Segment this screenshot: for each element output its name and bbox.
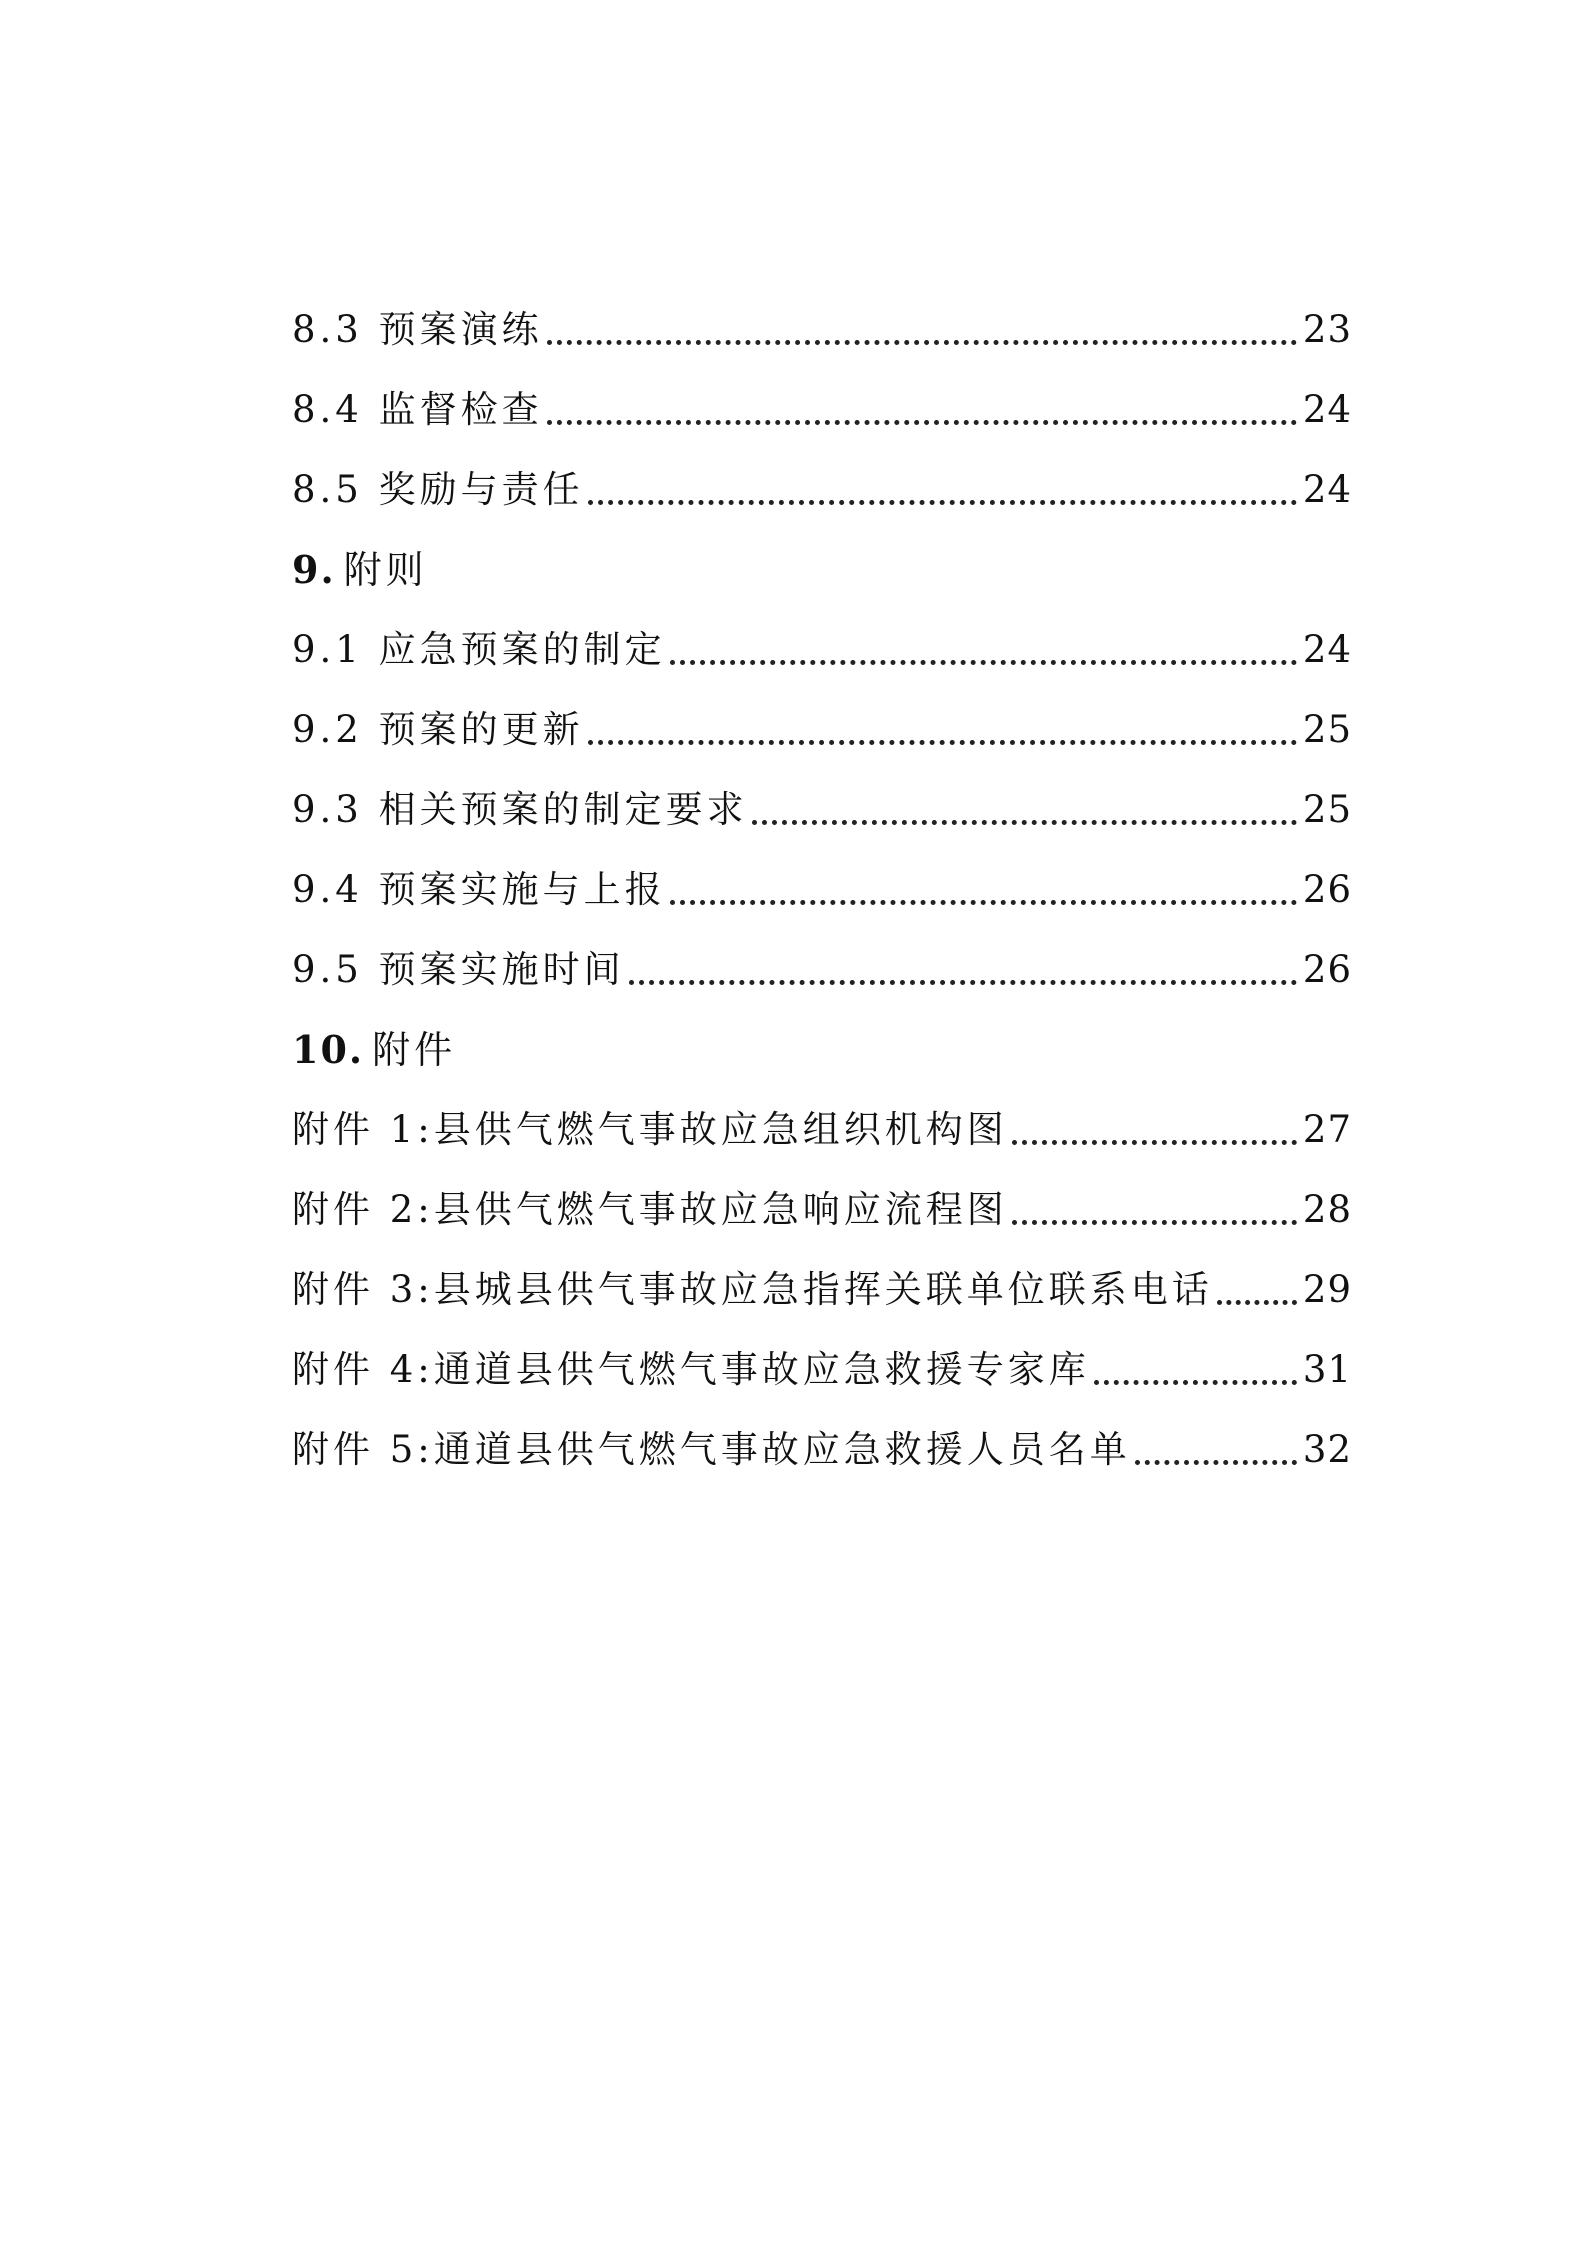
toc-dot-leader: [547, 420, 1297, 425]
toc-entry-8-4[interactable]: [292, 380, 1352, 440]
toc-entry-label: 9.3 相关预案的制定要求: [292, 788, 748, 831]
toc-dot-leader: [1012, 1220, 1297, 1225]
toc-entry-label: 附件 3:县城县供气事故应急指挥关联单位联系电话: [292, 1268, 1213, 1311]
toc-page-number: 31: [1302, 1348, 1352, 1391]
toc-page-number: 24: [1302, 388, 1352, 431]
toc-dot-leader: [588, 500, 1297, 505]
toc-dot-leader: [670, 660, 1297, 665]
toc-dot-leader: [670, 900, 1297, 905]
toc-entry-label: 8.5 奖励与责任: [292, 468, 584, 511]
toc-entry-label: 附件 1:县供气燃气事故应急组织机构图: [292, 1108, 1008, 1151]
toc-entry-label: 8.4 监督检查: [292, 388, 543, 431]
toc-page-number: 29: [1302, 1268, 1352, 1311]
toc-page-number: 24: [1302, 468, 1352, 511]
toc-page-number: 26: [1302, 868, 1352, 911]
toc-dot-leader: [1217, 1300, 1297, 1305]
toc-dot-leader: [752, 820, 1297, 825]
toc-entry-label: 附件 4:通道县供气燃气事故应急救援专家库: [292, 1348, 1090, 1391]
section-number: 10.: [292, 1027, 365, 1072]
toc-entry-attachment-3[interactable]: [292, 1260, 1352, 1320]
toc-section-heading-9[interactable]: [292, 540, 428, 600]
toc-page-number: 28: [1302, 1188, 1352, 1231]
toc-entry-9-1[interactable]: [292, 620, 1352, 680]
toc-dot-leader: [547, 340, 1297, 345]
toc-entry-label: 9.2 预案的更新: [292, 708, 584, 751]
toc-entry-8-5[interactable]: [292, 460, 1352, 520]
toc-page-number: 24: [1302, 628, 1352, 671]
toc-entry-label: 9.4 预案实施与上报: [292, 868, 666, 911]
toc-page-number: 23: [1302, 308, 1352, 351]
toc-entry-9-3[interactable]: [292, 780, 1352, 840]
toc-entry-label: 8.3 预案演练: [292, 308, 543, 351]
toc-entry-attachment-4[interactable]: [292, 1340, 1352, 1400]
toc-page-number: 32: [1302, 1428, 1352, 1471]
toc-entry-label: 9.5 预案实施时间: [292, 948, 625, 991]
toc-dot-leader: [629, 980, 1297, 985]
section-number: 9.: [292, 547, 336, 592]
toc-dot-leader: [588, 740, 1297, 745]
toc-page-number: 26: [1302, 948, 1352, 991]
toc-entry-label: 附件 2:县供气燃气事故应急响应流程图: [292, 1188, 1008, 1231]
toc-entry-9-4[interactable]: [292, 860, 1352, 920]
toc-dot-leader: [1094, 1380, 1297, 1385]
section-title: 附件: [372, 1028, 457, 1072]
toc-entry-label: 附件 5:通道县供气燃气事故应急救援人员名单: [292, 1428, 1131, 1471]
toc-section-heading-10[interactable]: [292, 1020, 456, 1080]
toc-entry-attachment-5[interactable]: [292, 1420, 1352, 1480]
toc-entry-9-5[interactable]: [292, 940, 1352, 1000]
toc-dot-leader: [1135, 1460, 1297, 1465]
toc-entry-attachment-2[interactable]: [292, 1180, 1352, 1240]
toc-entry-label: 9.1 应急预案的制定: [292, 628, 666, 671]
toc-dot-leader: [1012, 1140, 1297, 1145]
toc-entry-9-2[interactable]: [292, 700, 1352, 760]
toc-page-number: 25: [1302, 788, 1352, 831]
section-title: 附则: [343, 548, 428, 592]
toc-entry-8-3[interactable]: [292, 300, 1352, 360]
toc-entry-attachment-1[interactable]: [292, 1100, 1352, 1160]
toc-page-number: 27: [1302, 1108, 1352, 1151]
toc-page-number: 25: [1302, 708, 1352, 751]
